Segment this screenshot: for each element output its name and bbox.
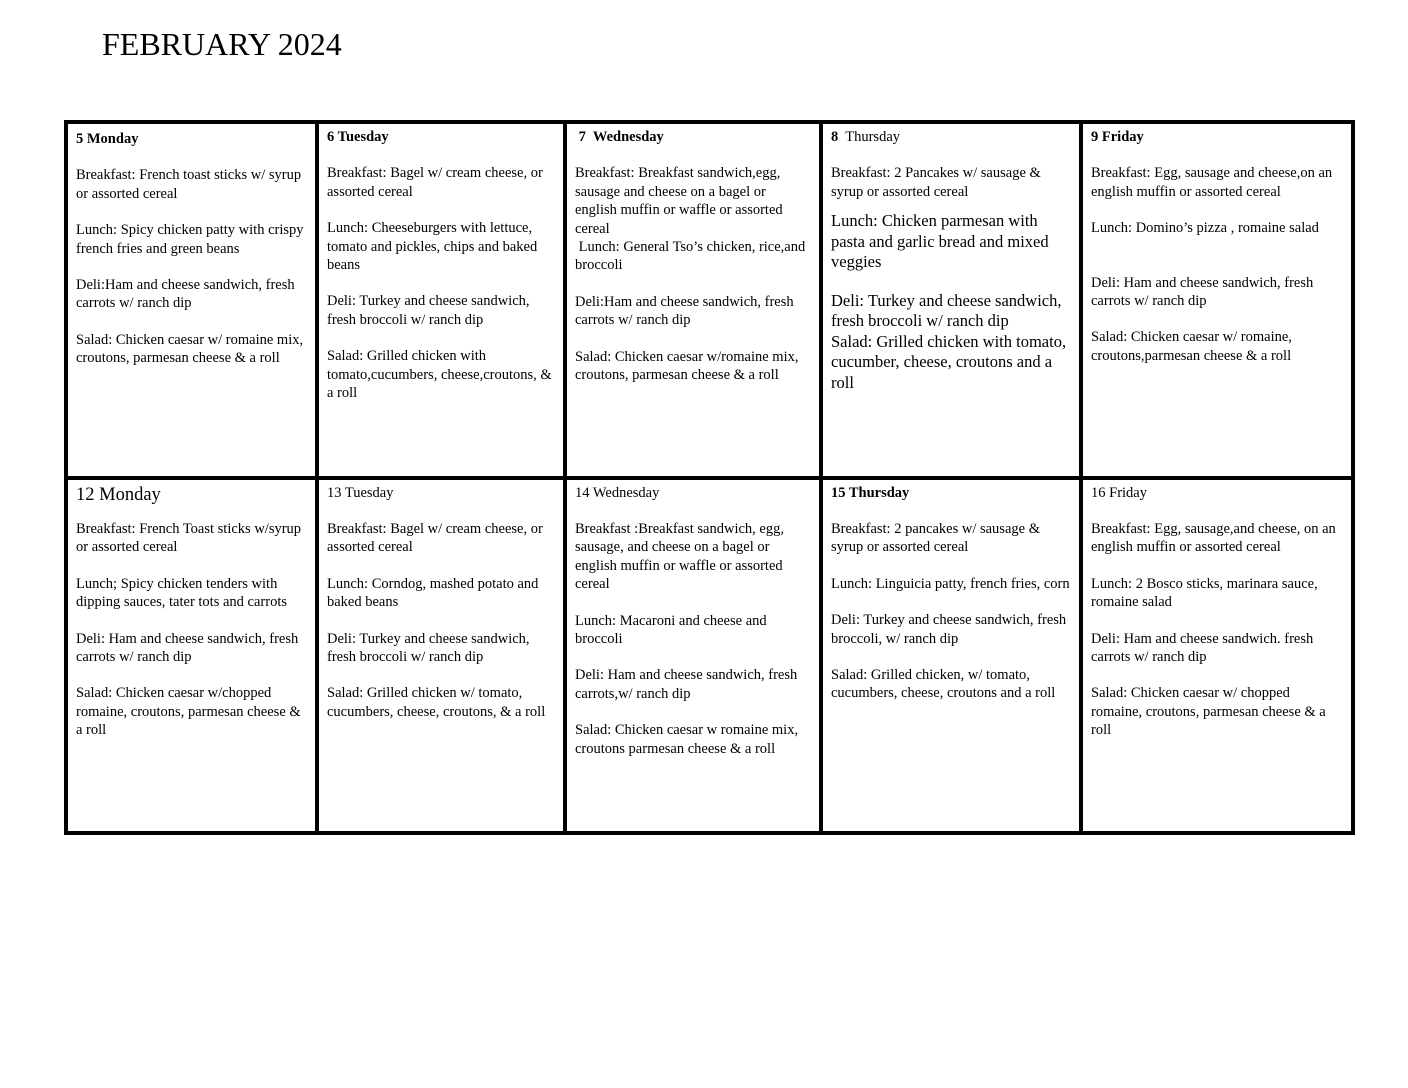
- lunch-item: Lunch: Chicken parmesan with pasta and garlic bread and mixed veggies: [831, 211, 1049, 272]
- day-header: 5 Monday: [76, 131, 139, 147]
- day-cell: [317, 478, 565, 834]
- day-header: 15 Thursday: [831, 484, 910, 501]
- day-header: 6 Tuesday: [327, 129, 389, 145]
- day-header: 9 Friday: [1091, 129, 1144, 145]
- lunch-item: Lunch: Domino’s pizza , romaine salad: [1091, 220, 1319, 237]
- salad-item: Salad: Chicken caesar w/romaine mix, croutons, parmesan cheese & a roll: [575, 348, 799, 384]
- day-header: 16 Friday: [1091, 484, 1147, 501]
- day-header: 13 Tuesday: [327, 484, 394, 501]
- salad-item: Salad: Chicken caesar w/chopped romaine, croutons, parmesan cheese & a roll: [76, 685, 301, 739]
- breakfast-item: Breakfast: Bagel w/ cream cheese, or assorted cereal: [327, 520, 543, 556]
- lunch-item: Lunch: Cheeseburgers with lettuce, tomato and pickles, chips and baked beans: [327, 220, 538, 274]
- deli-item: Deli:Ham and cheese sandwich, fresh carrots w/ ranch dip: [575, 293, 794, 329]
- deli-item: Deli: Turkey and cheese sandwich, fresh broccoli w/ ranch dip: [831, 290, 1062, 331]
- week-row: [66, 122, 1353, 478]
- salad-item: Salad: Chicken caesar w/ romaine mix, croutons, parmesan cheese & a roll: [76, 331, 304, 367]
- breakfast-item: Breakfast: French Toast sticks w/syrup or assorted cereal: [76, 520, 302, 556]
- day-cell: [317, 122, 565, 478]
- deli-item: Deli:Ham and cheese sandwich, fresh carrots w/ ranch dip: [76, 277, 295, 312]
- deli-item: Deli: Ham and cheese sandwich, fresh carrots,w/ ranch dip: [575, 667, 798, 702]
- day-name: Thursday: [838, 129, 901, 145]
- deli-item: Deli: Ham and cheese sandwich, fresh carrots w/ ranch dip: [76, 630, 299, 665]
- salad-item: Salad: Grilled chicken with tomato,cucumbers, cheese,croutons, & a roll: [327, 348, 552, 402]
- day-header: 7 Wednesday: [575, 129, 664, 145]
- salad-item: Salad: Grilled chicken with tomato, cucumber, cheese, croutons and a roll: [831, 331, 1067, 392]
- menu-calendar: [64, 120, 1355, 835]
- breakfast-item: Breakfast: Bagel w/ cream cheese, or assorted cereal: [327, 165, 543, 200]
- lunch-item: Lunch: Linguicia patty, french fries, corn: [831, 575, 1070, 592]
- deli-item: Deli: Turkey and cheese sandwich, fresh broccoli w/ ranch dip: [327, 293, 530, 328]
- lunch-item: Lunch: 2 Bosco sticks, marinara sauce, romaine salad: [1091, 575, 1318, 611]
- deli-item: Deli: Turkey and cheese sandwich, fresh broccoli, w/ ranch dip: [831, 612, 1067, 647]
- salad-item: Salad: Chicken caesar w/ chopped romaine, croutons, parmesan cheese & a roll: [1091, 685, 1326, 739]
- day-header: 14 Wednesday: [575, 484, 660, 501]
- breakfast-item: Breakfast: Egg, sausage and cheese,on an english muffin or assorted cereal: [1091, 165, 1333, 200]
- salad-item: Salad: Grilled chicken, w/ tomato, cucumbers, cheese, croutons and a roll: [831, 666, 1056, 702]
- day-cell: [821, 122, 1081, 478]
- salad-item: Salad: Grilled chicken w/ tomato, cucumbers, cheese, croutons, & a roll: [327, 685, 546, 720]
- day-cell: [821, 478, 1081, 834]
- day-cell: [1081, 122, 1353, 478]
- day-number: 8: [831, 129, 839, 145]
- deli-item: Deli: Ham and cheese sandwich. fresh carrots w/ ranch dip: [1091, 630, 1314, 665]
- breakfast-item: Breakfast: 2 Pancakes w/ sausage & syrup or assorted cereal: [831, 165, 1041, 200]
- page-title: FEBRUARY 2024: [102, 26, 342, 62]
- day-cell: [66, 122, 317, 478]
- breakfast-item: Breakfast: Egg, sausage,and cheese, on an english muffin or assorted cereal: [1091, 520, 1336, 556]
- breakfast-item: Breakfast: French toast sticks w/ syrup or assorted cereal: [76, 167, 302, 202]
- deli-item: Deli: Ham and cheese sandwich, fresh carrots w/ ranch dip: [1091, 274, 1314, 310]
- salad-item: Salad: Chicken caesar w romaine mix, croutons parmesan cheese & a roll: [575, 722, 799, 757]
- day-cell: [565, 478, 821, 834]
- lunch-item: Lunch: Spicy chicken patty with crispy french fries and green beans: [76, 222, 304, 257]
- lunch-item: Lunch: General Tso’s chicken, rice,and broccoli: [575, 239, 809, 274]
- salad-item: Salad: Chicken caesar w/ romaine, croutons,parmesan cheese & a roll: [1091, 329, 1292, 364]
- deli-item: Deli: Turkey and cheese sandwich, fresh broccoli w/ ranch dip: [327, 630, 530, 665]
- lunch-item: Lunch; Spicy chicken tenders with dipping sauces, tater tots and carrots: [76, 575, 287, 611]
- day-cell: [66, 478, 317, 834]
- week-row: [66, 478, 1353, 834]
- lunch-item: Lunch: Macaroni and cheese and broccoli: [575, 612, 767, 647]
- lunch-item: Lunch: Corndog, mashed potato and baked beans: [327, 575, 539, 611]
- breakfast-item: Breakfast :Breakfast sandwich, egg, sausage, and cheese on a bagel or english muffin or waffle or assorted cereal: [575, 520, 784, 593]
- breakfast-item: Breakfast: Breakfast sandwich,egg, sausage and cheese on a bagel or english muffin or waffle or assorted cereal: [575, 165, 783, 237]
- day-header: [831, 128, 1071, 146]
- day-cell: [565, 122, 821, 478]
- breakfast-item: Breakfast: 2 pancakes w/ sausage & syrup or assorted cereal: [831, 520, 1040, 556]
- day-cell: [1081, 478, 1353, 834]
- day-header: 12 Monday: [76, 484, 161, 505]
